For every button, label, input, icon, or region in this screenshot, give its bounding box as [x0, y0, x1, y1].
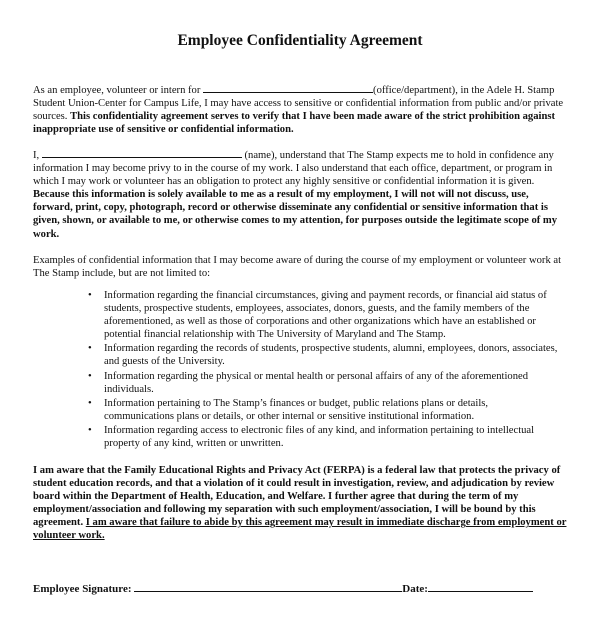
list-item: • Information regarding the physical or mental health or personal affairs of any of the aforementioned individuals. — [88, 370, 558, 396]
office-blank-line[interactable] — [203, 83, 373, 93]
intro-paragraph — [33, 83, 568, 136]
ferpa-text: I am aware that the Family Educational Rights and Privacy Act (FERPA) is a federal law that protects the privacy of student education records, and that a violation of it could result in investigation, review, and adjudication by review board within the Department of Health, Education, and Welfare. I further agree that during the term of my employment/association and following my separation with such employment/association, I will be bound by this agreement. — [33, 465, 561, 529]
document-title: Employee Confidentiality Agreement — [177, 32, 423, 49]
date-label: Date: — [402, 583, 428, 595]
understanding-text-start: I, — [33, 150, 40, 161]
list-item: • Information regarding the records of students, prospective students, alumni, employees, donors, associates, and guests of the University. — [88, 342, 558, 368]
examples-intro: Examples of confidential information that I may become aware of during the course of my employment or volunteer work at The Stamp include, but are not limited to: — [33, 255, 562, 280]
intro-text-start: As an employee, volunteer or intern for — [33, 85, 201, 96]
discharge-warning: I am aware that failure to abide by this agreement may result in immediate discharge from employment or volunteer work. — [33, 517, 567, 542]
date-line[interactable] — [428, 581, 533, 592]
understanding-text-middle: (name), understand that The Stamp expects me to hold in confidence any information I may become privy to in the course of my work. I also understand that each office, department, or program in which I may work or volunteer has an obligation to protect any highly sensitive or confidential information it is given. — [33, 150, 554, 188]
name-blank-line[interactable] — [42, 148, 242, 158]
signature-line[interactable] — [134, 581, 402, 592]
list-item: • Information pertaining to The Stamp’s finances or budget, public relations plans or details, communications plans or details, or other internal or sensitive institutional information. — [88, 397, 558, 423]
intro-text-bold: This confidentiality agreement serves to verify that I have been made aware of the strict prohibition against inappropriate use of sensitive or confidential information. — [33, 111, 555, 136]
list-item: • Information regarding access to electronic files of any kind, and information pertaining to intellectual property of any kind, written or unwritten. — [88, 424, 558, 450]
understanding-paragraph — [33, 148, 568, 241]
ferpa-paragraph — [33, 464, 568, 543]
understanding-text-bold: Because this information is solely available to me as a result of my employment, I will not will not discuss, use, forward, print, copy, photograph, record or otherwise disseminate any confidential or sensitive information that is given, shown, or available to me, or otherwise comes to my attention, for purposes outside the legitimate scope of my work. — [33, 189, 558, 240]
examples-list — [88, 289, 558, 451]
signature-row — [33, 581, 578, 595]
intro-text-middle: (office/department), in the Adele H. Stamp Student Union-Center for Campus Life, I may have access to sensitive or confidential information from public and/or private sources. — [33, 85, 564, 123]
list-item: • Information regarding the financial circumstances, giving and payment records, or financial aid status of students, prospective students, employees, associates, donors, guests, and the family members of the aforementioned, as well as those of corporations and other organizations which have an established or potential financial relationship with The University of Maryland and The Stamp. — [88, 289, 558, 341]
signature-label: Employee Signature: — [33, 583, 132, 595]
